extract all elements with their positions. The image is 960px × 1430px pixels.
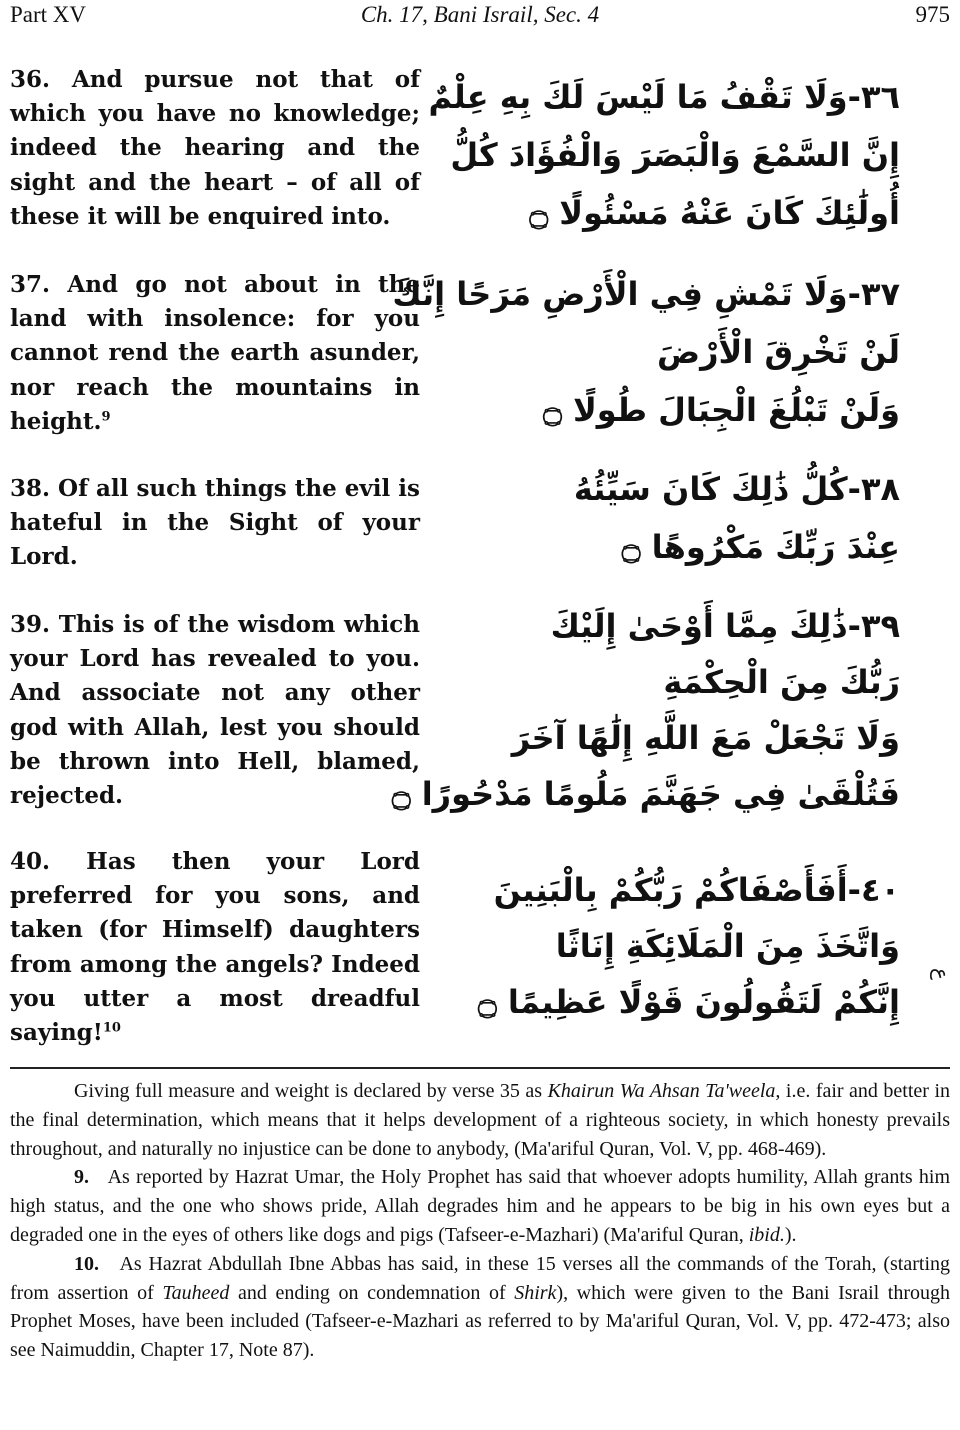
arabic-line: أُولَٰئِكَ كَانَ عَنْهُ مَسْئُولًا ۝ bbox=[529, 194, 900, 232]
page-number: 975 bbox=[915, 2, 950, 27]
footnote-text: As Hazrat Abdullah Ibne Abbas has said, in these 15 verses all the commands of the Torah, (starting from assertion of bbox=[10, 1252, 950, 1304]
footnote-text: i.e. fair and better in the final determination, which means that it helps development of a righteous society, in which honesty prevails throughout, and naturally no injustice can be done to anybody, (Ma'ariful Quran, Vol. V, pp. 468-469). bbox=[10, 1080, 950, 1160]
arabic-line: وَاتَّخَذَ مِنَ الْمَلَائِكَةِ إِنَاثًا bbox=[555, 927, 900, 965]
footnote-ref[interactable]: 10 bbox=[102, 1020, 121, 1036]
footnote-number: 10. bbox=[74, 1252, 99, 1275]
arabic-line: لَنْ تَخْرِقَ الْأَرْضَ bbox=[657, 333, 900, 371]
footnote-ibid: ibid. bbox=[748, 1223, 785, 1246]
verse-37-arabic bbox=[392, 265, 900, 439]
verse-36-arabic bbox=[428, 68, 900, 242]
arabic-line: رَبُّكَ مِنَ الْحِكْمَةِ bbox=[663, 663, 900, 701]
footnote-text: and ending on condemnation of bbox=[229, 1281, 515, 1304]
footnote-text: Giving full measure and weight is declared by verse 35 as bbox=[74, 1080, 548, 1102]
footnote-term: Khairun Wa Ahsan Ta'weela, bbox=[547, 1080, 781, 1102]
arabic-line: وَلَا تَجْعَلْ مَعَ اللَّهِ إِلَٰهًا آخَرَ bbox=[511, 719, 900, 757]
verse-36-translation bbox=[10, 63, 420, 234]
footnote-continued bbox=[10, 1077, 950, 1163]
arabic-line: عِنْدَ رَبِّكَ مَكْرُوهًا ۝ bbox=[621, 528, 900, 566]
footnote-text: As reported by Hazrat Umar, the Holy Prophet has said that whoever adopts humility, Allah grants him high status, and the one who shows pride, Allah degrades him and he appears to be big in his own eyes but a degraded one in the eyes of others like dogs and pigs (Tafseer-e-Mazhari) (Ma'ariful Quran, bbox=[10, 1166, 951, 1246]
arabic-line: وَلَنْ تَبْلُغَ الْجِبَالَ طُولًا ۝ bbox=[543, 391, 900, 429]
verse-text: 37. And go not about in the land with insolence: for you cannot rend the earth asunder, nor reach the mountains in height. bbox=[10, 271, 420, 435]
arabic-line: ٣٦-وَلَا تَقْفُ مَا لَيْسَ لَكَ بِهِ عِلْمٌ bbox=[428, 78, 900, 116]
arabic-line: ٣٩-ذَٰلِكَ مِمَّا أَوْحَىٰ إِلَيْكَ bbox=[550, 607, 900, 645]
verse-40-translation bbox=[10, 845, 420, 1050]
arabic-line: ٤٠-أَفَأَصْفَاكُمْ رَبُّكُمْ بِالْبَنِينَ bbox=[493, 871, 900, 909]
arabic-line: ٣٨-كُلُّ ذَٰلِكَ كَانَ سَيِّئُهُ bbox=[573, 470, 900, 508]
ruku-mark: ع bbox=[930, 968, 954, 980]
arabic-line: إِنَّكُمْ لَتَقُولُونَ قَوْلًا عَظِيمًا ۝ bbox=[478, 983, 900, 1021]
part-label: Part XV bbox=[10, 2, 87, 27]
verse-39-translation bbox=[10, 608, 420, 813]
arabic-line: إِنَّ السَّمْعَ وَالْبَصَرَ وَالْفُؤَادَ كُلُّ bbox=[450, 136, 900, 174]
arabic-line: ٣٧-وَلَا تَمْشِ فِي الْأَرْضِ مَرَحًا إِنَّكَ bbox=[392, 275, 900, 313]
footnote-term: Tauheed bbox=[162, 1281, 230, 1304]
verse-38-translation bbox=[10, 472, 420, 575]
footnote-number: 9. bbox=[74, 1166, 89, 1189]
footnote-text: ). bbox=[784, 1223, 797, 1246]
verse-37-translation bbox=[10, 268, 420, 439]
verse-39-arabic bbox=[391, 598, 900, 822]
verse-text: 39. This is of the wisdom which your Lord has revealed to you. And associate not any other god with Allah, lest you should be thrown into Hell, blamed, rejected. bbox=[10, 611, 420, 810]
footnote-text: ), which were given to the Bani Israil through Prophet Moses, have been included (Tafseer-e-Mazhari as referred to by Ma'ariful Quran, Vol. V, pp. 472-473; also see Naimuddin, Chapter 17, Note 87). bbox=[10, 1281, 951, 1362]
verse-text: 40. Has then your Lord preferred for you sons, and taken (for Himself) daughters from among the angels? Indeed you utter a most dreadful saying! bbox=[10, 848, 420, 1047]
verse-text: 38. Of all such things the evil is hateful in the Sight of your Lord. bbox=[10, 475, 420, 571]
verse-text: 36. And pursue not that of which you have no knowledge; indeed the hearing and the sight and the heart – of all of these it will be enquired into. bbox=[10, 66, 420, 230]
footnotes bbox=[10, 1077, 950, 1365]
footnote-10 bbox=[10, 1250, 950, 1365]
footnote-divider bbox=[10, 1067, 950, 1069]
verse-40-arabic bbox=[470, 862, 900, 1030]
footnote-ref[interactable]: 9 bbox=[101, 409, 111, 425]
arabic-line: فَتُلْقَىٰ فِي جَهَنَّمَ مَلُومًا مَدْحُورًا ۝ bbox=[391, 775, 900, 813]
footnote-9 bbox=[10, 1163, 950, 1249]
footnote-term: Shirk bbox=[514, 1281, 557, 1304]
verse-38-arabic bbox=[470, 460, 900, 576]
chapter-title: Ch. 17, Bani Israil, Sec. 4 bbox=[360, 2, 600, 27]
page-header bbox=[10, 2, 950, 36]
